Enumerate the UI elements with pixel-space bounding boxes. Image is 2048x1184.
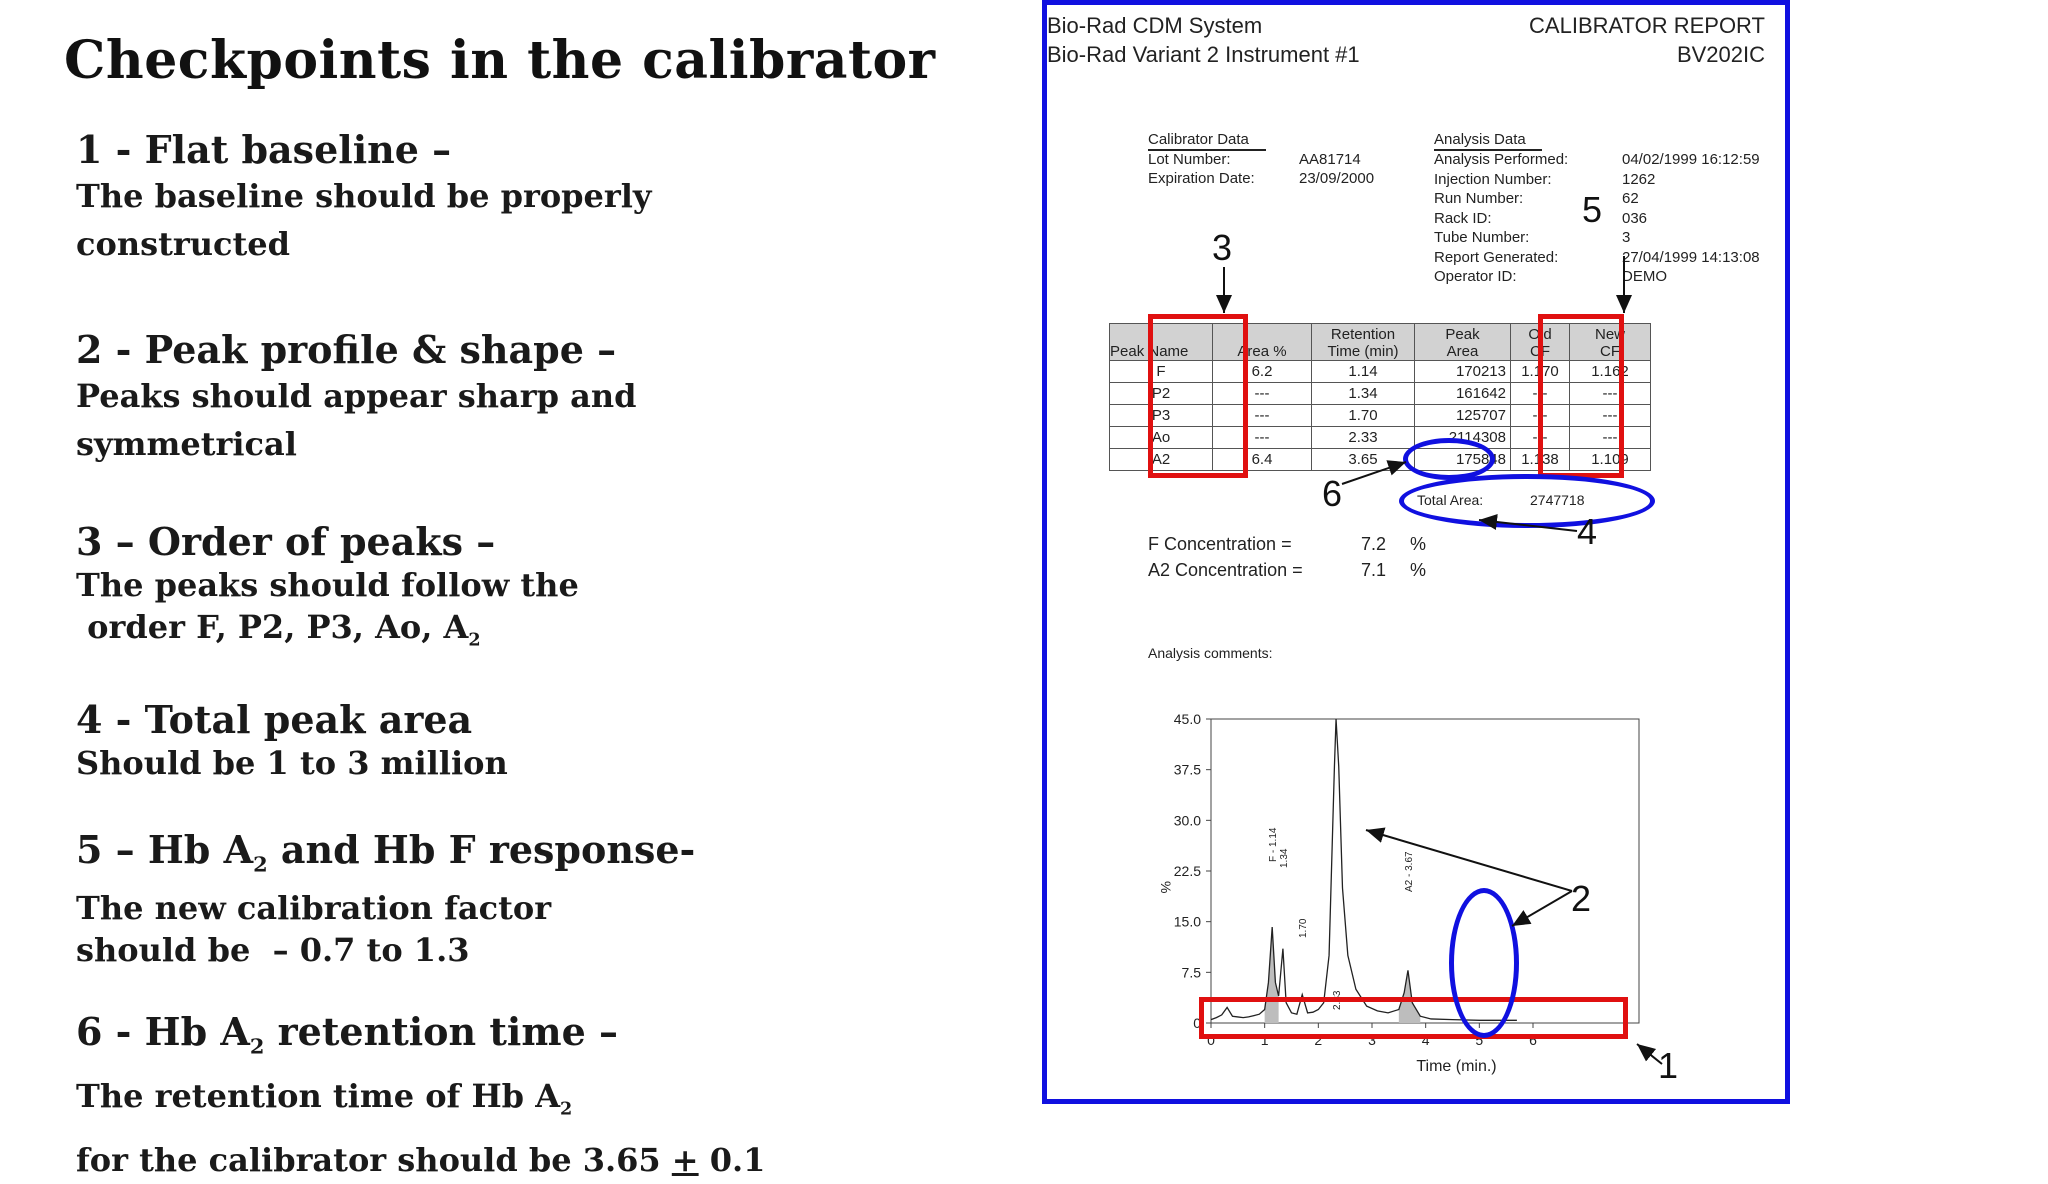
a2-concentration-value: 7.1	[1361, 560, 1387, 580]
analysis-field-label: Report Generated:	[1434, 248, 1559, 266]
checkpoint-body: should be – 0.7 to 1.3	[76, 930, 470, 969]
table-header-cell: Peak Name	[1110, 324, 1213, 361]
analysis-field-value: 27/04/1999 14:13:08	[1622, 248, 1760, 266]
analysis-field-value: 04/02/1999 16:12:59	[1622, 151, 1760, 168]
x-tick-label: 0	[1207, 1032, 1215, 1048]
table-header-cell: New CF	[1570, 324, 1651, 361]
checkpoint-heading: 4 - Total peak area	[76, 697, 473, 742]
table-cell: 170213	[1415, 361, 1511, 383]
peak-label: 1.70	[1298, 918, 1310, 938]
checkpoint-4	[76, 698, 508, 784]
table-cell: ---	[1213, 383, 1312, 405]
checkpoint-heading: 3 – Order of peaks –	[76, 519, 496, 564]
callout-1: 1	[1658, 1045, 1679, 1086]
calibrator-data-heading: Calibrator Data	[1148, 131, 1249, 148]
analysis-field-value: 1262	[1622, 170, 1656, 188]
table-cell: 1.162	[1570, 361, 1651, 383]
callout-6: 6	[1322, 473, 1343, 514]
lot-value: AA81714	[1299, 151, 1361, 168]
analysis-field-value: 62	[1622, 190, 1639, 207]
table-cell: ---	[1213, 427, 1312, 449]
peak-label: 1.34	[1278, 848, 1290, 868]
analysis-field-value: DEMO	[1622, 268, 1667, 285]
table-cell: 6.4	[1213, 449, 1312, 471]
f-concentration-value: 7.2	[1361, 534, 1387, 554]
table-cell: A2	[1110, 449, 1213, 471]
checkpoint-body: constructed	[76, 225, 291, 263]
y-tick-label: 22.5	[1173, 863, 1201, 879]
peak-label: 2.33	[1332, 990, 1344, 1010]
checkpoint-body: Peaks should appear sharp and	[76, 377, 637, 415]
checkpoint-heading: 2 - Peak profile & shape –	[76, 327, 617, 372]
table-cell: 1.70	[1312, 405, 1415, 427]
checkpoint-6	[76, 1010, 765, 1184]
checkpoint-body: for the calibrator should be 3.65 + 0.1	[76, 1140, 766, 1179]
table-cell: ---	[1570, 427, 1651, 449]
y-tick-label: 7.5	[1181, 964, 1201, 981]
expiration-label: Expiration Date:	[1148, 170, 1255, 187]
analysis-field-label: Tube Number:	[1434, 229, 1530, 246]
table-cell: 1.34	[1312, 383, 1415, 405]
table-header-cell: Peak Area	[1415, 324, 1511, 361]
analysis-field-label: Operator ID:	[1434, 268, 1517, 285]
f-concentration-label: F Concentration =	[1148, 534, 1292, 554]
table-header-cell: Area %	[1213, 324, 1312, 361]
y-tick-label: 0	[1193, 1015, 1201, 1031]
report-code: BV202IC	[1676, 42, 1765, 67]
report-instrument: Bio-Rad Variant 2 Instrument #1	[1047, 42, 1360, 67]
peak-label: F - 1.14	[1268, 827, 1280, 862]
a2-concentration-label: A2 Concentration =	[1148, 560, 1303, 580]
a2-peak-highlight	[1449, 888, 1519, 1038]
y-tick-label: 37.5	[1173, 761, 1201, 778]
total-area-value: 2747718	[1530, 492, 1585, 508]
report-system: Bio-Rad CDM System	[1047, 13, 1263, 38]
checkpoint-2	[76, 328, 637, 468]
table-header-cell: Retention Time (min)	[1312, 324, 1415, 361]
expiration-value: 23/09/2000	[1299, 170, 1375, 187]
table-cell: 1.109	[1570, 449, 1651, 471]
table-cell: P3	[1110, 405, 1213, 427]
y-tick-label: 30.0	[1173, 812, 1201, 829]
checkpoint-body: The peaks should follow the	[76, 566, 579, 604]
a2-concentration-unit: %	[1410, 560, 1427, 580]
analysis-field-label: Injection Number:	[1434, 170, 1552, 188]
report-title: CALIBRATOR REPORT	[1529, 13, 1765, 38]
chromatogram	[1042, 0, 1790, 1104]
table-cell: 3.65	[1312, 449, 1415, 471]
analysis-comments-label: Analysis comments:	[1148, 645, 1273, 661]
table-cell: P2	[1110, 383, 1213, 405]
checkpoint-body: order F, P2, P3, Ao, $A_2$	[76, 608, 481, 651]
checkpoint-1	[76, 128, 652, 268]
x-axis-label: Time (min.)	[1416, 1058, 1497, 1075]
table-cell: Ao	[1110, 427, 1213, 449]
checkpoint-body: The baseline should be properly	[76, 177, 652, 215]
x-tick-label: 3	[1368, 1032, 1376, 1048]
table-cell: ---	[1511, 383, 1570, 405]
table-cell: ---	[1511, 427, 1570, 449]
retention-time-highlight	[1403, 438, 1495, 480]
x-tick-label: 4	[1421, 1032, 1430, 1048]
x-tick-label: 5	[1475, 1032, 1484, 1048]
analysis-data-heading: Analysis Data	[1434, 131, 1526, 148]
checkpoint-body: The retention time of Hb $A_2$	[76, 1076, 573, 1119]
slide-title: Checkpoints in the calibrator	[64, 30, 936, 91]
table-cell: ---	[1213, 405, 1312, 427]
f-concentration-unit: %	[1410, 534, 1427, 554]
lot-label: Lot Number:	[1148, 151, 1231, 168]
checkpoint-heading: 5 – Hb $A_2$ and Hb F response-	[76, 827, 696, 877]
x-tick-label: 1	[1260, 1032, 1269, 1048]
table-cell: ---	[1570, 405, 1651, 427]
baseline-highlight	[1199, 997, 1628, 1039]
checkpoint-body: Should be 1 to 3 million	[76, 744, 508, 782]
table-header-cell: Old CF	[1511, 324, 1570, 361]
checkpoint-body: symmetrical	[76, 425, 297, 463]
table-cell: ---	[1570, 383, 1651, 405]
analysis-field-value: 036	[1622, 209, 1648, 227]
table-cell: 1.170	[1511, 361, 1570, 383]
table-cell: F	[1110, 361, 1213, 383]
table-cell: 161642	[1415, 383, 1511, 405]
table-cell: 1.138	[1511, 449, 1570, 471]
analysis-field-value: 3	[1622, 229, 1631, 246]
y-tick-label: 45.0	[1173, 711, 1201, 727]
y-axis-label: %	[1158, 881, 1174, 894]
table-cell: 175848	[1415, 449, 1511, 471]
table-cell: 2114308	[1415, 427, 1511, 449]
checkpoint-heading: 6 - Hb $A_2$ retention time –	[76, 1009, 618, 1059]
x-tick-label: 6	[1529, 1032, 1537, 1048]
table-cell: 125707	[1415, 405, 1511, 427]
analysis-field-label: Run Number:	[1434, 190, 1524, 207]
callout-4: 4	[1577, 511, 1598, 552]
peak-label: A2 - 3.67	[1403, 851, 1415, 892]
total-area-label: Total Area:	[1417, 492, 1484, 508]
table-cell: 6.2	[1213, 361, 1312, 383]
table-cell: 1.14	[1312, 361, 1415, 383]
callout-3: 3	[1212, 227, 1233, 268]
analysis-field-label: Analysis Performed:	[1434, 151, 1569, 168]
table-cell: ---	[1511, 405, 1570, 427]
table-cell: 2.33	[1312, 427, 1415, 449]
checkpoint-heading: 1 - Flat baseline –	[76, 127, 452, 172]
callout-2: 2	[1571, 878, 1592, 919]
checkpoint-3	[76, 520, 579, 661]
x-tick-label: 2	[1314, 1032, 1323, 1048]
y-tick-label: 15.0	[1173, 913, 1201, 930]
callout-5: 5	[1582, 189, 1603, 230]
new-cf-highlight	[1538, 314, 1624, 478]
checkpoint-body: The new calibration factor	[76, 888, 552, 927]
calibrator-report	[1042, 0, 1790, 1104]
peak-name-highlight	[1148, 314, 1248, 478]
checkpoint-5	[76, 828, 695, 971]
total-area-highlight	[1399, 474, 1655, 528]
analysis-field-label: Rack ID:	[1434, 209, 1492, 227]
